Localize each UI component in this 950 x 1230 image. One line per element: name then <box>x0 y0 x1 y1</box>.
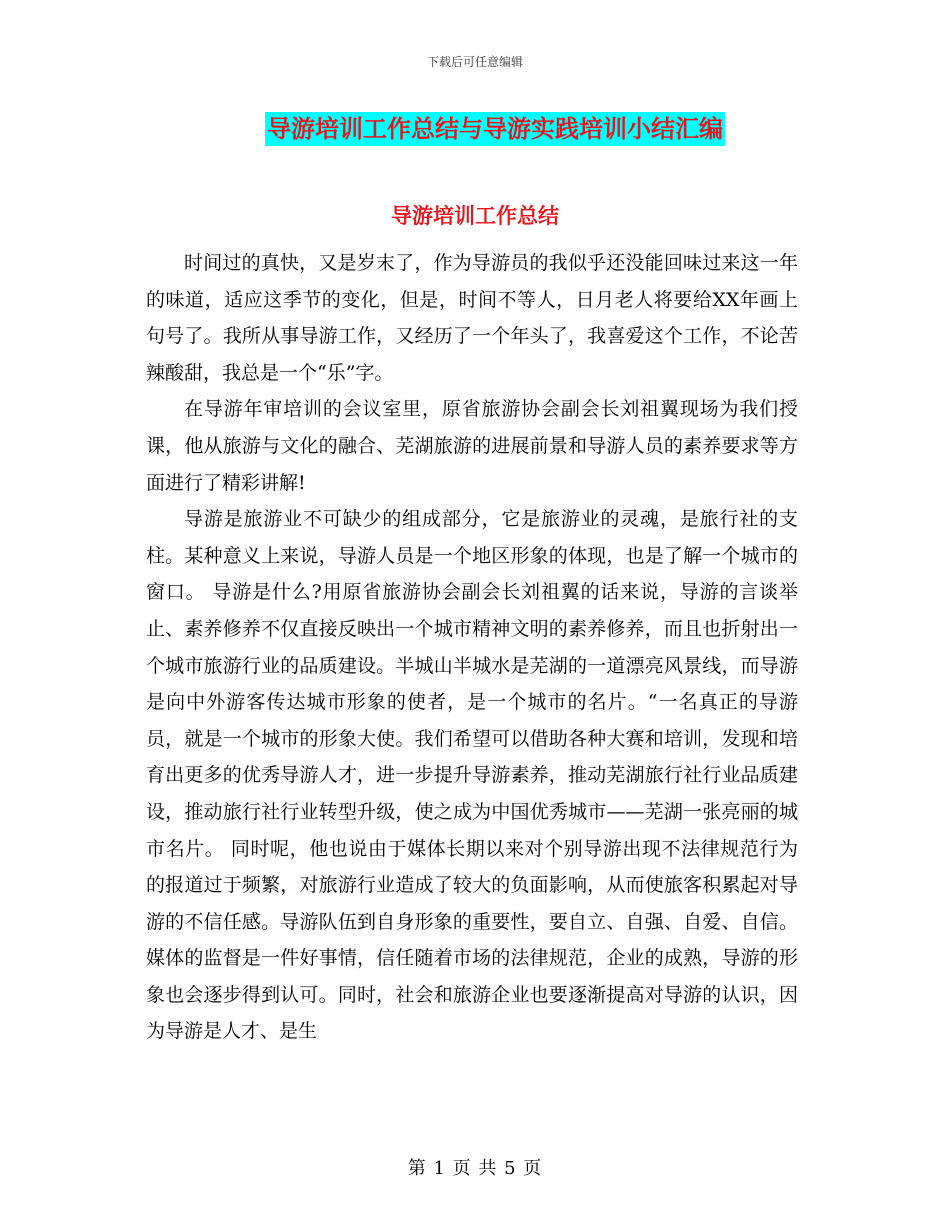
page-footer: 第 1 页 共 5 页 <box>407 1158 543 1179</box>
section-title: 导游培训工作总结 <box>391 204 559 228</box>
paragraph: 在导游年审培训的会议室里，原省旅游协会副会长刘祖翼现场为我们授课，他从旅游与文化的融合、芜湖旅游的进展前景和导游人员的素养要求等方面进行了精彩讲解! <box>146 398 798 494</box>
paragraph: 时间过的真快，又是岁末了，作为导游员的我似乎还没能回味过来这一年的味道，适应这季节的变化，但是，时间不等人，日月老人将要给XX年画上句号了。我所从事导游工作，又经历了一个年头了，我喜爱这个工作，不论苦辣酸甜，我总是一个“乐”字。 <box>146 252 798 384</box>
header-note: 下载后可任意编辑 <box>426 55 523 69</box>
document-body <box>146 245 798 1050</box>
paragraph: 导游是旅游业不可缺少的组成部分，它是旅游业的灵魂，是旅行社的支柱。某种意义上来说，导游人员是一个地区形象的体现，也是了解一个城市的窗口。 导游是什么?用原省旅游协会副会长刘祖翼的话来说，导游的言谈举止、素养修养不仅直接反映出一个城市精神文明的素养修养，而且也折射出一个城市旅游行业的品质建设。半城山半城水是芜湖的一道漂亮风景线，而导游是向中外游客传达城市形象的使者，是一个城市的名片。“一名真正的导游员，就是一个城市的形象大使。我们希望可以借助各种大赛和培训，发现和培育出更多的优秀导游人才，进一步提升导游素养，推动芜湖旅行社行业品质建设，推动旅行社行业转型升级，使之成为中国优秀城市——芜湖一张亮丽的城市名片。 同时呢，他也说由于媒体长期以来对个别导游出现不法律规范行为的报道过于频繁，对旅游行业造成了较大的负面影响，从而使旅客积累起对导游的不信任感。导游队伍到自身形象的重要性，要自立、自强、自爱、自信。媒体的监督是一件好事情，信任随着市场的法律规范，企业的成熟，导游的形象也会逐步得到认可。同时，社会和旅游企业也要逐渐提高对导游的认识，因为导游是人才、是生 <box>146 508 798 1043</box>
main-title-container <box>0 112 950 146</box>
main-title: 导游培训工作总结与导游实践培训小结汇编 <box>265 112 725 146</box>
